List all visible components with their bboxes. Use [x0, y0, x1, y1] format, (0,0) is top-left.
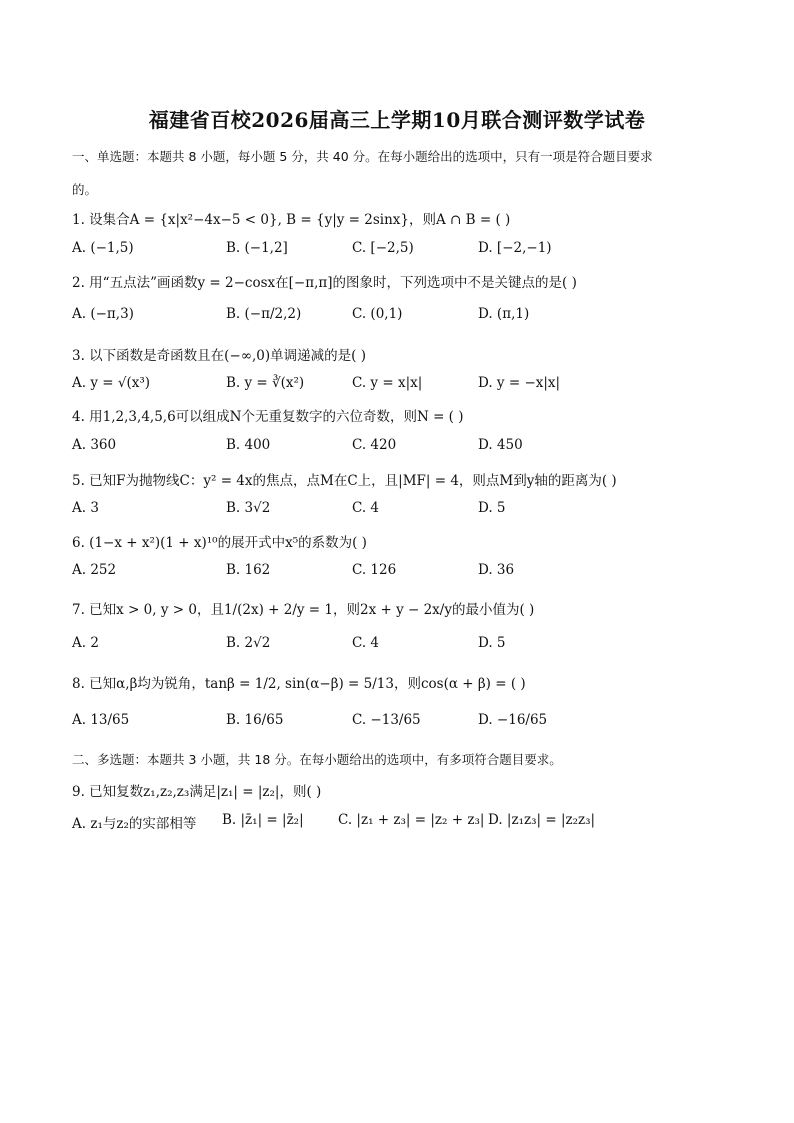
- question-1-option-d: D. [−2,−1): [478, 240, 552, 256]
- section-1-heading: 一、单选题：本题共 8 小题，每小题 5 分，共 40 分。在每小题给出的选项中，只有一项是符合题目要求: [72, 149, 653, 164]
- question-3-option-c: C. y = x|x|: [352, 375, 423, 391]
- question-9-stem: 9. 已知复数z₁,z₂,z₃满足|z₁| = |z₂|，则( ): [72, 784, 322, 800]
- question-6-option-c: C. 126: [352, 562, 397, 578]
- question-5-option-a: A. 3: [72, 500, 99, 516]
- question-7-stem: 7. 已知x > 0, y > 0，且1/(2x) + 2/y = 1，则2x + y − 2x/y的最小值为( ): [72, 602, 535, 618]
- question-8-option-d: D. −16/65: [478, 712, 548, 728]
- question-8-option-b: B. 16/65: [226, 712, 284, 728]
- question-7-option-b: B. 2√2: [226, 635, 271, 651]
- question-1-option-b: B. (−1,2]: [226, 240, 288, 256]
- question-3-option-b: B. y = ∛(x²): [226, 375, 305, 391]
- question-6-option-d: D. 36: [478, 562, 515, 578]
- question-3-stem: 3. 以下函数是奇函数且在(−∞,0)单调递减的是( ): [72, 348, 366, 364]
- question-7-option-a: A. 2: [72, 635, 99, 651]
- question-1-option-c: C. [−2,5): [352, 240, 414, 256]
- question-6-option-b: B. 162: [226, 562, 271, 578]
- question-5-option-b: B. 3√2: [226, 500, 271, 516]
- question-3-option-d: D. y = −x|x|: [478, 375, 561, 391]
- question-3-option-a: A. y = √(x³): [72, 375, 151, 391]
- question-1-stem: 1. 设集合A = {x|x²−4x−5 < 0}, B = {y|y = 2sinx}，则A ∩ B = ( ): [72, 212, 511, 228]
- question-2-option-b: B. (−π/2,2): [226, 306, 302, 322]
- question-2-option-a: A. (−π,3): [72, 306, 134, 322]
- question-7-option-d: D. 5: [478, 635, 506, 651]
- question-2-stem: 2. 用“五点法”画函数y = 2−cosx在[−π,π]的图象时，下列选项中不是关键点的是( ): [72, 275, 577, 291]
- question-4-option-d: D. 450: [478, 437, 523, 453]
- question-5-option-d: D. 5: [478, 500, 506, 516]
- question-8-option-c: C. −13/65: [352, 712, 421, 728]
- section-2-heading: 二、多选题：本题共 3 小题，共 18 分。在每小题给出的选项中，有多项符合题目要求。: [72, 752, 562, 767]
- question-8-stem: 8. 已知α,β均为锐角，tanβ = 1/2, sin(α−β) = 5/13，则cos(α + β) = ( ): [72, 676, 526, 692]
- question-5-option-c: C. 4: [352, 500, 380, 516]
- question-9-option-a: A. z₁与z₂的实部相等: [72, 816, 197, 832]
- question-4-option-c: C. 420: [352, 437, 397, 453]
- section-1-heading-cont: 的。: [72, 182, 98, 197]
- question-7-option-c: C. 4: [352, 635, 380, 651]
- question-9-option-b: B. |z̄₁| = |z̄₂|: [222, 812, 304, 828]
- question-4-option-b: B. 400: [226, 437, 271, 453]
- question-6-stem: 6. (1−x + x²)(1 + x)¹⁰的展开式中x⁵的系数为( ): [72, 535, 367, 551]
- question-9-option-d: D. |z₁z₃| = |z₂z₃|: [488, 812, 596, 828]
- question-6-option-a: A. 252: [72, 562, 117, 578]
- question-2-option-d: D. (π,1): [478, 306, 530, 322]
- question-5-stem: 5. 已知F为抛物线C：y² = 4x的焦点，点M在C上，且|MF| = 4，则点M到y轴的距离为( ): [72, 473, 617, 489]
- question-1-option-a: A. (−1,5): [72, 240, 134, 256]
- question-8-option-a: A. 13/65: [72, 712, 130, 728]
- question-4-stem: 4. 用1,2,3,4,5,6可以组成N个无重复数字的六位奇数，则N = ( ): [72, 409, 464, 425]
- question-9-option-c: C. |z₁ + z₃| = |z₂ + z₃|: [338, 812, 485, 828]
- exam-title: 福建省百校2026届高三上学期10月联合测评数学试卷: [148, 108, 646, 132]
- question-4-option-a: A. 360: [72, 437, 117, 453]
- question-2-option-c: C. (0,1): [352, 306, 403, 322]
